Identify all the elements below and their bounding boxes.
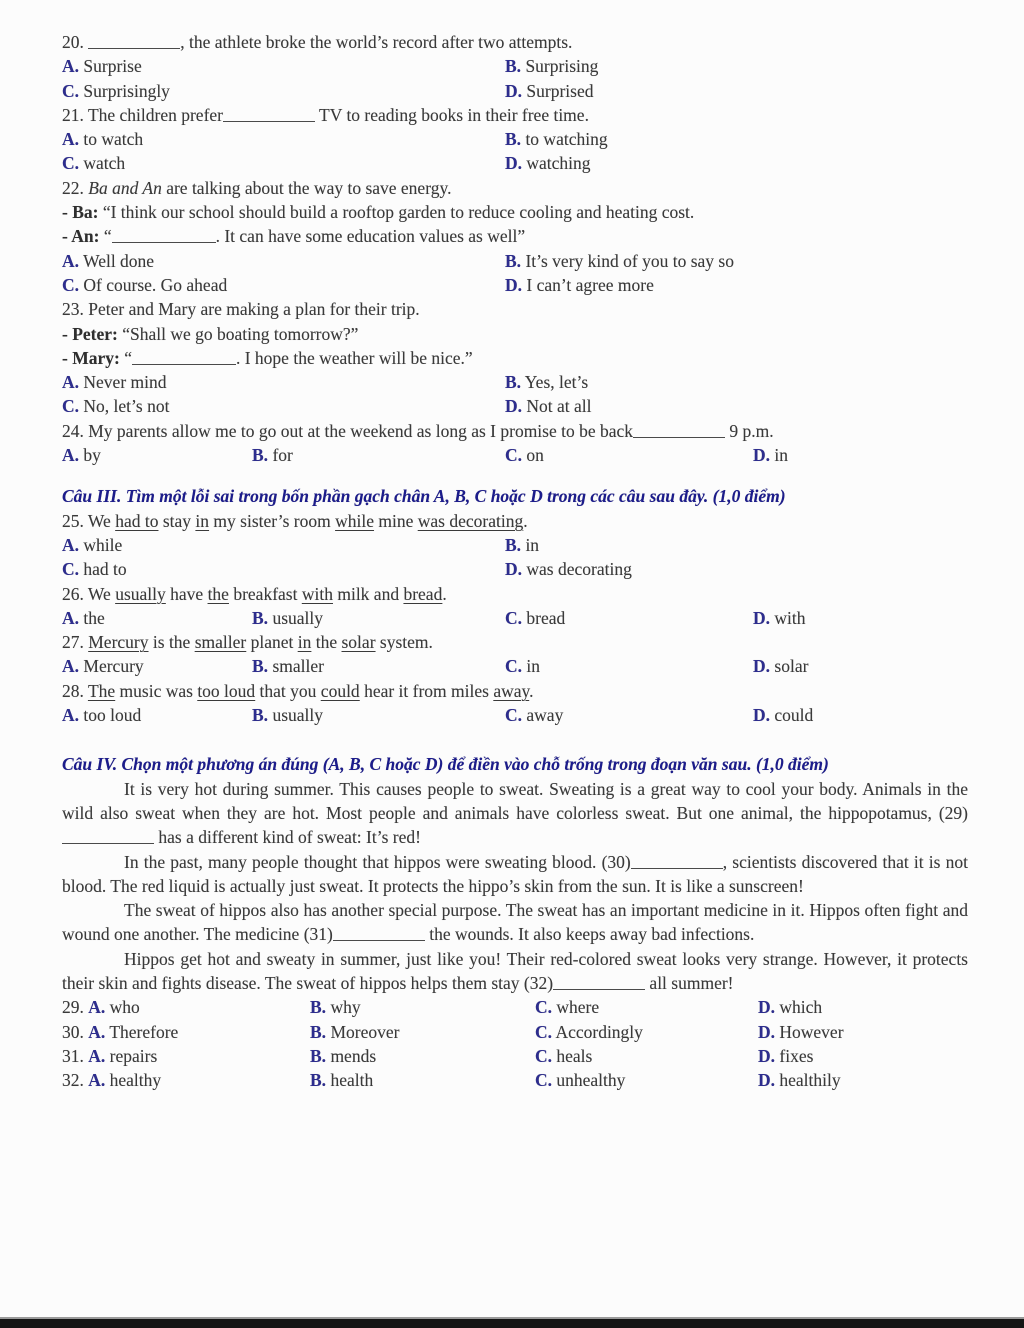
option-letter: A. xyxy=(62,534,80,555)
option-d xyxy=(505,151,968,175)
option-letter: C. xyxy=(535,1045,553,1066)
option-text: smaller xyxy=(272,656,324,677)
option-letter: C. xyxy=(505,656,523,677)
option-text: Moreover xyxy=(330,1021,400,1042)
underlined-word: The xyxy=(87,680,116,701)
question-30-options-row xyxy=(62,1020,968,1044)
option-a xyxy=(62,249,505,273)
passage-text: , scientists discovered that it is not blood. The red liquid is actually just sweat. It protects the hippo’s skin from the sun. It is like a sunscreen! xyxy=(62,851,968,896)
option-d xyxy=(758,1068,968,1092)
option-letter: B. xyxy=(505,534,522,555)
option-a xyxy=(62,1044,310,1068)
section-3-heading: Câu III. Tìm một lỗi sai trong bốn phần gạch chân A, B, C hoặc D trong các câu sau đây. (1,0 điểm) xyxy=(62,486,786,507)
option-b xyxy=(310,1044,535,1068)
option-d xyxy=(758,1020,968,1044)
option-a xyxy=(62,654,252,678)
option-d xyxy=(753,606,968,630)
option-letter: A. xyxy=(88,1021,106,1042)
option-letter: D. xyxy=(505,396,523,417)
option-d xyxy=(505,557,968,581)
option-text: Not at all xyxy=(526,396,592,417)
question-22-ba-line xyxy=(62,200,968,224)
question-number: 25. xyxy=(62,510,84,531)
option-text: away xyxy=(526,705,564,726)
question-text: my sister’s room xyxy=(209,510,336,531)
option-a xyxy=(62,54,505,78)
dialogue-text: “Shall we go boating tomorrow?” xyxy=(117,323,359,344)
passage-text: In the past, many people thought that hippos were sweating blood. (30) xyxy=(124,851,631,872)
option-text: repairs xyxy=(109,1045,158,1066)
option-text: Well done xyxy=(83,250,155,271)
question-21-stem xyxy=(62,103,968,127)
option-text: while xyxy=(83,534,123,555)
option-letter: B. xyxy=(505,56,522,77)
option-letter: C. xyxy=(535,1021,553,1042)
question-22-stem xyxy=(62,176,968,200)
option-text: to watching xyxy=(525,129,608,150)
option-c xyxy=(505,654,753,678)
question-29-options-row xyxy=(62,995,968,1019)
option-b xyxy=(505,249,968,273)
dialogue-text: “I think our school should build a rooftop garden to reduce cooling and heating cost. xyxy=(98,202,695,223)
passage-paragraph-2 xyxy=(62,850,968,899)
question-number: 32. xyxy=(62,1070,84,1091)
option-letter: B. xyxy=(310,1045,327,1066)
passage-text: Hippos get hot and sweaty in summer, just like you! Their red-colored sweat looks very strange. However, it protects their skin and fights disease. The sweat of hippos helps them stay (32) xyxy=(62,948,968,993)
question-24-stem xyxy=(62,419,968,443)
question-20-options-row-1 xyxy=(62,54,968,78)
option-text: Therefore xyxy=(109,1021,179,1042)
passage-paragraph-3 xyxy=(62,898,968,947)
question-28-options-row xyxy=(62,703,968,727)
blank-line xyxy=(553,972,645,990)
question-25-options-row-2 xyxy=(62,557,968,581)
blank-line xyxy=(633,420,725,438)
option-letter: D. xyxy=(758,1045,776,1066)
option-text: healthy xyxy=(109,1070,162,1091)
option-text: which xyxy=(779,997,823,1018)
option-letter: D. xyxy=(758,997,776,1018)
option-text: for xyxy=(272,445,293,466)
option-letter: A. xyxy=(62,656,80,677)
speaker-label: - Mary: xyxy=(62,347,120,368)
passage-text: It is very hot during summer. This causes people to sweat. Sweating is a great way to cool your body. Animals in the wild also sweat when they are hot. Most people and animals have colorless sweat. But one animal, the hippopotamus, (29) xyxy=(62,778,968,823)
option-letter: C. xyxy=(62,274,80,295)
question-text: TV to reading books in their free time. xyxy=(315,104,589,125)
option-letter: B. xyxy=(505,129,522,150)
question-text: . xyxy=(442,583,447,604)
option-b xyxy=(505,127,968,151)
option-letter: C. xyxy=(62,80,80,101)
option-letter: D. xyxy=(753,607,771,628)
option-text: watch xyxy=(83,153,126,174)
blank-line xyxy=(333,924,425,942)
question-text: hear it from miles xyxy=(359,680,494,701)
option-text: unhealthy xyxy=(556,1070,626,1091)
option-letter: B. xyxy=(505,372,522,393)
option-text: watching xyxy=(526,153,591,174)
option-b xyxy=(310,1020,535,1044)
option-text: However xyxy=(779,1021,844,1042)
option-a xyxy=(62,533,505,557)
speaker-label: - Peter: xyxy=(62,323,118,344)
option-text: Surprisingly xyxy=(83,80,170,101)
option-letter: A. xyxy=(62,445,80,466)
question-26-stem xyxy=(62,582,968,606)
option-d xyxy=(758,1044,968,1068)
option-b xyxy=(505,54,968,78)
option-letter: A. xyxy=(62,705,80,726)
question-number: 21. xyxy=(62,104,84,125)
question-text: , the athlete broke the world’s record after two attempts. xyxy=(180,32,573,52)
option-text: Surprise xyxy=(83,56,142,77)
option-letter: C. xyxy=(62,396,80,417)
option-text: health xyxy=(330,1070,374,1091)
option-text: healthily xyxy=(779,1070,841,1091)
option-text: the xyxy=(83,607,105,628)
question-31-options-row xyxy=(62,1044,968,1068)
question-32-options-row xyxy=(62,1068,968,1092)
option-b xyxy=(252,606,505,630)
question-23-stem xyxy=(62,297,968,321)
dialogue-text: . It can have some education values as well” xyxy=(215,226,526,247)
option-letter: A. xyxy=(62,56,80,77)
option-c xyxy=(535,995,758,1019)
option-letter: B. xyxy=(310,1070,327,1091)
option-letter: D. xyxy=(753,445,771,466)
option-text: heals xyxy=(556,1045,593,1066)
option-text: Never mind xyxy=(83,372,167,393)
blank-line xyxy=(88,32,180,50)
question-22-options-row-2 xyxy=(62,273,968,297)
question-text: milk and xyxy=(332,583,404,604)
option-letter: C. xyxy=(62,559,80,580)
speaker-names: Ba and An xyxy=(88,177,162,198)
option-letter: D. xyxy=(758,1021,776,1042)
dialogue-text: . I hope the weather will be nice.” xyxy=(235,347,473,368)
option-text: in xyxy=(774,445,789,466)
option-text: too loud xyxy=(83,705,142,726)
question-number: 24. xyxy=(62,420,84,441)
question-text: system. xyxy=(375,632,433,653)
option-letter: B. xyxy=(310,1021,327,1042)
option-a xyxy=(62,1020,310,1044)
option-b xyxy=(310,995,535,1019)
option-letter: A. xyxy=(88,1045,106,1066)
option-letter: A. xyxy=(62,372,80,393)
option-letter: A. xyxy=(62,129,80,150)
option-c xyxy=(505,703,753,727)
question-27-stem xyxy=(62,630,968,654)
option-letter: C. xyxy=(535,1070,553,1091)
option-c xyxy=(62,151,505,175)
underlined-word: Mercury xyxy=(88,632,149,653)
option-text: in xyxy=(525,534,540,555)
blank-line xyxy=(62,827,154,845)
option-c xyxy=(505,606,753,630)
question-20-options-row-2 xyxy=(62,79,968,103)
option-d xyxy=(753,703,968,727)
question-text: the xyxy=(311,632,342,653)
question-text: . xyxy=(523,510,528,531)
speaker-label: - Ba: xyxy=(62,202,99,223)
option-c xyxy=(505,443,753,467)
option-b xyxy=(252,703,505,727)
option-letter: C. xyxy=(62,153,80,174)
option-b xyxy=(252,443,505,467)
blank-line xyxy=(132,347,236,365)
option-a xyxy=(62,1068,310,1092)
option-text: by xyxy=(83,445,101,466)
passage-text: the wounds. It also keeps away bad infections. xyxy=(424,924,755,945)
option-text: who xyxy=(109,997,140,1018)
option-a xyxy=(62,606,252,630)
question-text: stay xyxy=(158,510,196,531)
option-c xyxy=(62,557,505,581)
option-letter: B. xyxy=(252,445,269,466)
underlined-word: usually xyxy=(115,583,166,604)
question-text: music was xyxy=(115,680,198,701)
option-text: It’s very kind of you to say so xyxy=(525,250,734,271)
passage-text: all summer! xyxy=(645,972,734,993)
option-c xyxy=(535,1020,758,1044)
passage-paragraph-1 xyxy=(62,777,968,850)
question-number: 23. xyxy=(62,299,84,320)
option-text: could xyxy=(774,705,814,726)
question-21-options-row-2 xyxy=(62,151,968,175)
option-letter: D. xyxy=(753,705,771,726)
option-letter: B. xyxy=(310,997,327,1018)
question-28-stem xyxy=(62,679,968,703)
passage-text: The sweat of hippos also has another special purpose. The sweat has an important medicine in it. Hippos often fight and wound one another. The medicine (31) xyxy=(62,900,968,945)
option-a xyxy=(62,703,252,727)
option-d xyxy=(753,443,968,467)
question-number: 26. xyxy=(62,583,84,604)
option-text: Accordingly xyxy=(555,1021,643,1042)
option-b xyxy=(252,654,505,678)
question-26-options-row xyxy=(62,606,968,630)
option-a xyxy=(62,995,310,1019)
option-text: Mercury xyxy=(83,656,144,677)
option-letter: A. xyxy=(88,997,106,1018)
underlined-word: could xyxy=(320,680,360,701)
question-text: We xyxy=(83,583,116,604)
section-4-heading: Câu IV. Chọn một phương án đúng (A, B, C hoặc D) để điền vào chỗ trống trong đoạn văn sau. (1,0 điểm) xyxy=(62,754,829,775)
option-text: solar xyxy=(774,656,809,677)
option-letter: B. xyxy=(252,607,269,628)
option-d xyxy=(753,654,968,678)
option-letter: D. xyxy=(505,274,523,295)
option-text: to watch xyxy=(83,129,144,150)
question-text: breakfast xyxy=(228,583,302,604)
question-text: have xyxy=(165,583,208,604)
question-number: 28. xyxy=(62,680,84,701)
blank-line xyxy=(631,851,723,869)
question-23-peter-line xyxy=(62,322,968,346)
underlined-word: had to xyxy=(115,510,159,531)
option-text: Yes, let’s xyxy=(524,372,589,393)
underlined-word: with xyxy=(301,583,333,604)
option-text: why xyxy=(330,997,361,1018)
question-number: 22. xyxy=(62,177,84,198)
underlined-word: away xyxy=(493,680,530,701)
option-letter: D. xyxy=(505,153,523,174)
blank-line xyxy=(223,104,315,122)
underlined-word: solar xyxy=(341,632,376,653)
option-letter: A. xyxy=(62,607,80,628)
underlined-word: in xyxy=(297,632,312,653)
question-25-stem xyxy=(62,509,968,533)
question-23-options-row-2 xyxy=(62,394,968,418)
option-d xyxy=(505,79,968,103)
option-letter: D. xyxy=(753,656,771,677)
option-letter: C. xyxy=(535,997,553,1018)
option-text: had to xyxy=(83,559,127,580)
option-b xyxy=(505,370,968,394)
question-22-options-row-1 xyxy=(62,249,968,273)
option-text: with xyxy=(774,607,806,628)
option-letter: B. xyxy=(505,250,522,271)
question-text: are talking about the way to save energy. xyxy=(161,177,452,198)
underlined-word: bread xyxy=(403,583,443,604)
option-text: fixes xyxy=(779,1045,814,1066)
question-number: 30. xyxy=(62,1021,84,1042)
option-c xyxy=(535,1068,758,1092)
underlined-word: was decorating xyxy=(417,510,524,531)
option-letter: A. xyxy=(62,250,80,271)
speaker-label: - An: xyxy=(62,226,100,247)
question-text: planet xyxy=(246,632,298,653)
question-number: 29. xyxy=(62,997,84,1018)
option-letter: B. xyxy=(252,705,269,726)
question-text: that you xyxy=(255,680,321,701)
underlined-word: while xyxy=(335,510,375,531)
underlined-word: the xyxy=(207,583,229,604)
option-letter: C. xyxy=(505,705,523,726)
passage-text: has a different kind of sweat: It’s red! xyxy=(154,827,421,848)
option-text: where xyxy=(556,997,600,1018)
option-c xyxy=(62,79,505,103)
option-c xyxy=(62,394,505,418)
question-text: The children prefer xyxy=(87,104,223,125)
option-letter: D. xyxy=(505,80,523,101)
question-text: 9 p.m. xyxy=(725,420,774,441)
question-number: 31. xyxy=(62,1045,84,1066)
question-text: . xyxy=(529,680,534,701)
option-a xyxy=(62,370,505,394)
question-22-an-line xyxy=(62,224,968,248)
question-24-options-row xyxy=(62,443,968,467)
option-text: Surprising xyxy=(525,56,599,77)
question-21-options-row-1 xyxy=(62,127,968,151)
question-23-options-row-1 xyxy=(62,370,968,394)
question-20-stem xyxy=(62,30,968,54)
option-text: in xyxy=(526,656,541,677)
question-number: 20. xyxy=(62,32,84,52)
underlined-word: smaller xyxy=(194,632,247,653)
option-c xyxy=(62,273,505,297)
option-text: No, let’s not xyxy=(83,396,170,417)
question-text: is the xyxy=(148,632,195,653)
question-25-options-row-1 xyxy=(62,533,968,557)
question-text: We xyxy=(83,510,116,531)
option-letter: C. xyxy=(505,607,523,628)
option-letter: D. xyxy=(505,559,523,580)
option-letter: D. xyxy=(758,1070,776,1091)
question-number: 27. xyxy=(62,632,84,653)
passage-paragraph-4 xyxy=(62,947,968,996)
question-27-options-row xyxy=(62,654,968,678)
question-23-mary-line xyxy=(62,346,968,370)
underlined-word: too loud xyxy=(197,680,256,701)
scan-bottom-bar xyxy=(0,1317,1024,1328)
option-a xyxy=(62,443,252,467)
option-text: usually xyxy=(272,705,323,726)
option-text: on xyxy=(526,445,544,466)
option-text: was decorating xyxy=(526,559,632,580)
option-letter: A. xyxy=(88,1070,106,1091)
option-c xyxy=(535,1044,758,1068)
dialogue-text: “ xyxy=(119,347,132,368)
option-b xyxy=(310,1068,535,1092)
option-a xyxy=(62,127,505,151)
option-b xyxy=(505,533,968,557)
question-text: My parents allow me to go out at the weekend as long as I promise to be back xyxy=(88,420,634,441)
option-text: I can’t agree more xyxy=(526,274,654,295)
option-text: usually xyxy=(272,607,323,628)
blank-line xyxy=(112,226,216,244)
underlined-word: in xyxy=(195,510,210,531)
option-letter: B. xyxy=(252,656,269,677)
option-d xyxy=(505,394,968,418)
option-d xyxy=(758,995,968,1019)
option-d xyxy=(505,273,968,297)
option-text: bread xyxy=(526,607,566,628)
question-text: mine xyxy=(374,510,418,531)
option-text: Surprised xyxy=(526,80,594,101)
option-letter: C. xyxy=(505,445,523,466)
question-text: Peter and Mary are making a plan for their trip. xyxy=(88,299,420,320)
dialogue-text: “ xyxy=(99,226,112,247)
option-text: mends xyxy=(330,1045,377,1066)
option-text: Of course. Go ahead xyxy=(83,274,228,295)
